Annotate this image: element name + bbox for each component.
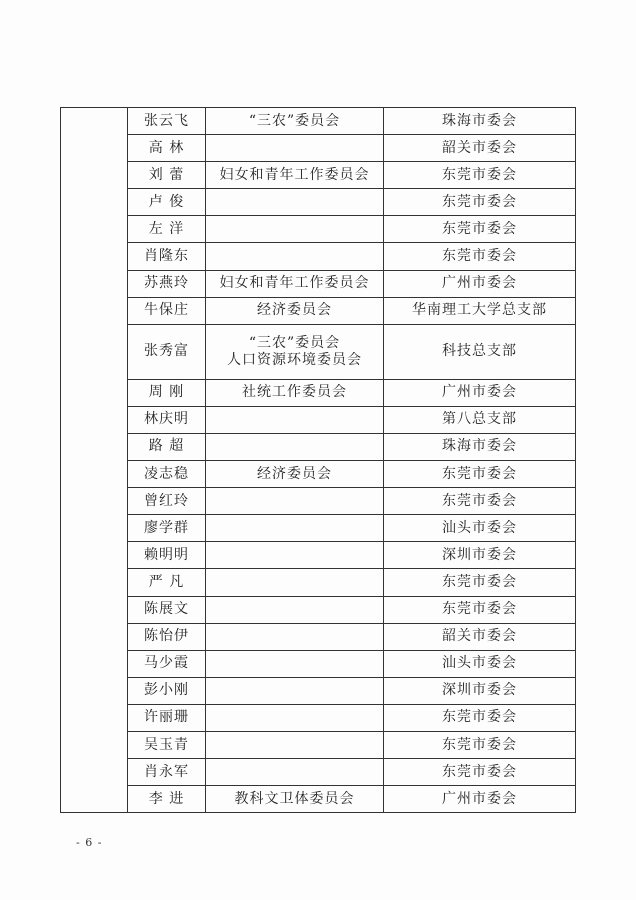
table-row	[61, 515, 576, 542]
branch-cell: 东莞市委会	[384, 243, 576, 270]
page-number: - 6 -	[76, 836, 103, 849]
branch-cell: 东莞市委会	[384, 488, 576, 515]
committee-cell	[206, 297, 384, 324]
member-name-cell: 廖学群	[128, 515, 206, 542]
member-name-cell: 彭小刚	[128, 677, 206, 704]
table-row	[61, 162, 576, 189]
branch-cell: 汕头市委会	[384, 650, 576, 677]
committee-cell	[206, 515, 384, 542]
committee-name: 妇女和青年工作委员会	[219, 166, 370, 183]
committee-cell	[206, 379, 384, 406]
member-name-cell: 高 林	[128, 135, 206, 162]
table-row	[61, 677, 576, 704]
committee-cell	[206, 569, 384, 596]
table-row	[61, 596, 576, 623]
branch-cell: 第八总支部	[384, 406, 576, 433]
committee-cell	[206, 461, 384, 488]
table-row	[61, 731, 576, 758]
committee-cell	[206, 270, 384, 297]
branch-cell: 汕头市委会	[384, 515, 576, 542]
table-row	[61, 297, 576, 324]
committee-name: 经济委员会	[257, 465, 332, 482]
committee-cell	[206, 542, 384, 569]
committee-cell	[206, 189, 384, 216]
committee-cell	[206, 324, 384, 379]
committee-cell	[206, 759, 384, 786]
branch-cell: 韶关市委会	[384, 623, 576, 650]
branch-cell: 东莞市委会	[384, 759, 576, 786]
table-row	[61, 406, 576, 433]
branch-cell: 深圳市委会	[384, 677, 576, 704]
member-name-cell: 卢 俊	[128, 189, 206, 216]
member-name-cell: 牛保庄	[128, 297, 206, 324]
member-name-cell: 苏燕玲	[128, 270, 206, 297]
table-row	[61, 135, 576, 162]
member-name-cell: 凌志稳	[128, 461, 206, 488]
committee-cell	[206, 406, 384, 433]
member-name-cell: 张云飞	[128, 108, 206, 135]
member-name-cell: 陈展文	[128, 596, 206, 623]
committee-cell	[206, 704, 384, 731]
member-name-cell: 肖永军	[128, 759, 206, 786]
committee-cell	[206, 786, 384, 813]
branch-cell: 深圳市委会	[384, 542, 576, 569]
table-row	[61, 461, 576, 488]
table-row	[61, 542, 576, 569]
roster-body	[61, 108, 576, 813]
member-name-cell: 许丽珊	[128, 704, 206, 731]
branch-cell: 东莞市委会	[384, 216, 576, 243]
table-row	[61, 786, 576, 813]
table-row	[61, 243, 576, 270]
committee-cell	[206, 108, 384, 135]
member-name-cell: 严 凡	[128, 569, 206, 596]
branch-cell: 东莞市委会	[384, 461, 576, 488]
table-row	[61, 108, 576, 135]
committee-cell	[206, 488, 384, 515]
table-row	[61, 704, 576, 731]
committee-name: 经济委员会	[257, 302, 332, 319]
member-name-cell: 曾红玲	[128, 488, 206, 515]
branch-cell: 珠海市委会	[384, 108, 576, 135]
table-row	[61, 379, 576, 406]
branch-cell: 珠海市委会	[384, 433, 576, 460]
member-name-cell: 刘 蕾	[128, 162, 206, 189]
committee-name: 人口资源环境委员会	[227, 351, 362, 368]
branch-cell: 科技总支部	[384, 324, 576, 379]
table-row	[61, 759, 576, 786]
table-row	[61, 488, 576, 515]
committee-name: 教科文卫体委员会	[234, 790, 355, 807]
member-name-cell: 路 超	[128, 433, 206, 460]
committee-cell	[206, 677, 384, 704]
table-row	[61, 324, 576, 379]
branch-cell: 东莞市委会	[384, 731, 576, 758]
committee-cell	[206, 433, 384, 460]
branch-cell: 东莞市委会	[384, 704, 576, 731]
member-name-cell: 张秀富	[128, 324, 206, 379]
committee-cell	[206, 243, 384, 270]
member-name-cell: 赖明明	[128, 542, 206, 569]
table-row	[61, 189, 576, 216]
member-name-cell: 陈怡伊	[128, 623, 206, 650]
committee-cell	[206, 162, 384, 189]
committee-name: “三农”委员会	[248, 334, 341, 351]
branch-cell: 东莞市委会	[384, 189, 576, 216]
committee-cell	[206, 135, 384, 162]
committee-name: 社统工作委员会	[242, 384, 347, 401]
branch-cell: 东莞市委会	[384, 569, 576, 596]
member-name-cell: 马少霞	[128, 650, 206, 677]
table-row	[61, 216, 576, 243]
branch-cell: 东莞市委会	[384, 162, 576, 189]
committee-cell	[206, 650, 384, 677]
committee-name: 妇女和青年工作委员会	[219, 275, 370, 292]
group-cell	[61, 108, 128, 813]
member-name-cell: 吴玉青	[128, 731, 206, 758]
table-row	[61, 623, 576, 650]
branch-cell: 广州市委会	[384, 270, 576, 297]
branch-cell: 广州市委会	[384, 379, 576, 406]
branch-cell: 东莞市委会	[384, 596, 576, 623]
committee-cell	[206, 731, 384, 758]
table-row	[61, 650, 576, 677]
member-name-cell: 周 刚	[128, 379, 206, 406]
member-roster-table	[60, 107, 576, 813]
member-name-cell: 李 进	[128, 786, 206, 813]
committee-cell	[206, 623, 384, 650]
table-row	[61, 270, 576, 297]
branch-cell: 广州市委会	[384, 786, 576, 813]
table-row	[61, 569, 576, 596]
member-name-cell: 肖隆东	[128, 243, 206, 270]
committee-cell	[206, 596, 384, 623]
committee-name: “三农”委员会	[248, 112, 341, 129]
branch-cell: 华南理工大学总支部	[384, 297, 576, 324]
branch-cell: 韶关市委会	[384, 135, 576, 162]
member-name-cell: 林庆明	[128, 406, 206, 433]
committee-cell	[206, 216, 384, 243]
table-row	[61, 433, 576, 460]
member-name-cell: 左 洋	[128, 216, 206, 243]
